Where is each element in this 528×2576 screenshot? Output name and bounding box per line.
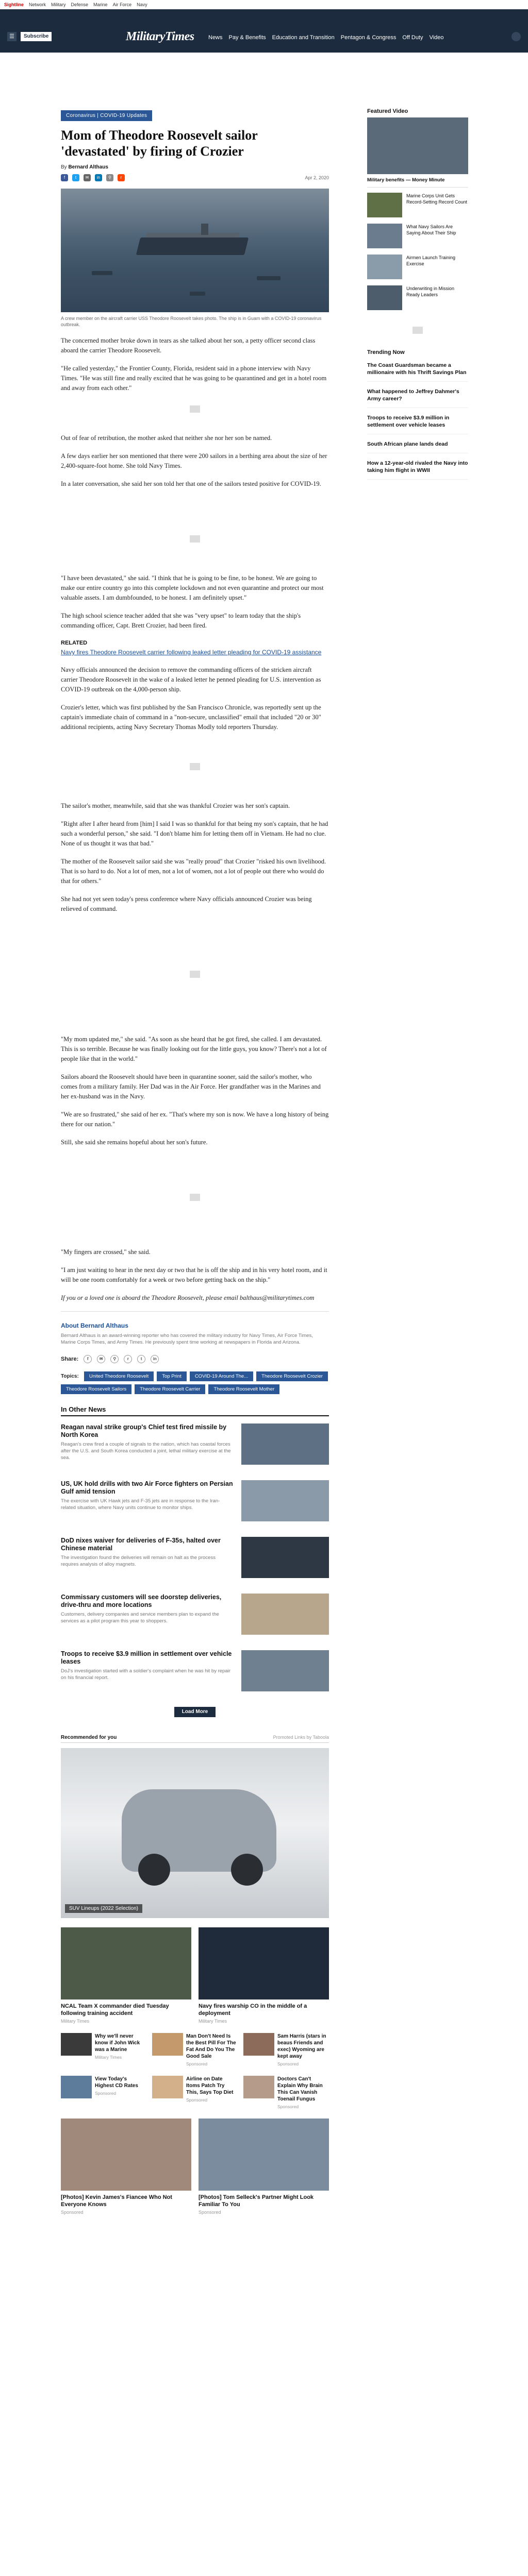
trending-now (367, 349, 468, 480)
reddit-icon[interactable]: r (124, 1355, 132, 1363)
byline (61, 164, 329, 170)
recommended-card[interactable] (61, 1927, 191, 2024)
card-source: Sponsored (199, 2210, 221, 2215)
facebook-icon[interactable]: f (84, 1355, 92, 1363)
related-label: RELATED (61, 640, 88, 646)
carrier-hull (136, 238, 249, 255)
publish-date: Apr 2, 2020 (305, 175, 329, 180)
link-icon[interactable]: ⚲ (110, 1355, 119, 1363)
article-hero-photo[interactable] (61, 189, 329, 312)
small-source: Sponsored (277, 2061, 299, 2066)
small-title[interactable]: View Today's Highest CD Rates (95, 2076, 138, 2089)
small-source: Sponsored (186, 2061, 208, 2066)
paragraph: Still, she said she remains hopeful about her son's future. (61, 1139, 208, 1146)
card-source: Sponsored (61, 2210, 84, 2215)
paragraph: The high school science teacher added that she was "very upset" to learn today that the ship's commanding officer, Capt. Brett Crozier, had been fired. (61, 612, 301, 629)
card-image[interactable] (61, 2119, 191, 2191)
paragraph: "I have been devastated," she said. "I think that he is going to be fine, to be honest. We are going to make our entire country go into this complete lockdown and not even quarantine and protect our most valuable assets. I am dumbfounded, to be honest. I am definitely upset." (61, 574, 324, 601)
section-tag[interactable]: Coronavirus | COVID-19 Updates (61, 110, 152, 121)
small-title[interactable]: Why we'll never know if John Wick was a Marine (95, 2033, 140, 2053)
paragraph: Sailors aboard the Roosevelt should have been in quarantine sooner, said the sailor's mother, who comes from a military family. Her Dad was in the Air Force. Her grandfather was in the Marines and her ex-husband was in the Navy. (61, 1073, 321, 1100)
news-item-title[interactable]: Reagan naval strike group's Chief test fired missile by North Korea (61, 1423, 227, 1438)
sponsored-ad[interactable] (61, 1748, 329, 1918)
carrier-tower (201, 224, 208, 235)
paragraph: "We are so frustrated," she said of her ex. "That's where my son is now. We have a long history of being there for our nation." (61, 1111, 329, 1128)
paragraph: "Right after I after heard from [him] I said I was so thankful for that being my son's captain, that he had such a wonderful person," she said. "I don't blame him for letting them off in Vietnam. He had no clue. None of us thought it was that bad." (61, 820, 328, 847)
divider (61, 1311, 329, 1312)
topbar-link[interactable]: Military (51, 2, 66, 7)
article-headline: Mom of Theodore Roosevelt sailor 'devastated' by firing of Crozier (61, 128, 258, 159)
ad-placeholder (190, 535, 200, 543)
video-title[interactable]: Marine Corps Unit Gets Record-Setting Record Count (406, 193, 468, 205)
news-item-title[interactable]: DoD nixes waiver for deliveries of F-35s, halted over Chinese material (61, 1537, 221, 1552)
recommended-small-row (61, 2033, 329, 2066)
card-source: Military Times (61, 2019, 90, 2024)
top-network-bar (0, 0, 528, 9)
ad-placeholder (190, 763, 200, 770)
site-logo[interactable]: MilitaryTimes (126, 30, 194, 43)
video-item[interactable] (367, 224, 468, 249)
author-bio-title[interactable]: About Bernard Althaus (61, 1322, 128, 1329)
news-item-title[interactable]: Commissary customers will see doorstep deliveries, drive-thru and more locations (61, 1594, 222, 1608)
small-source: Sponsored (186, 2097, 208, 2103)
news-item[interactable] (61, 1423, 329, 1473)
card-title[interactable]: NCAL Team X commander died Tuesday following training accident (61, 2003, 169, 2016)
nav-link[interactable]: Video (429, 35, 444, 41)
recommended-small[interactable] (152, 2076, 237, 2109)
recommended-cards (61, 2119, 329, 2215)
nav-link[interactable]: Off Duty (402, 35, 423, 41)
recommended-header (61, 1735, 329, 1743)
news-item-desc: DoJ's investigation started with a soldier's complaint when he was hit by repair on his financial report. (61, 1668, 230, 1681)
network-brand[interactable]: Sightline (4, 2, 24, 7)
paragraph: Crozier's letter, which was first published by the San Francisco Chronicle, was reportedly sent up the captain's immediate chain of command in a "non-secure, unclassified" email that included "20 or 30" additional recipients, acting Navy Secretary Thomas Modly told reporters Thursday. (61, 704, 321, 731)
card-image[interactable] (199, 1927, 329, 1999)
card-image[interactable] (199, 2119, 329, 2191)
news-item[interactable] (61, 1480, 329, 1530)
recommended-small[interactable] (61, 2033, 146, 2066)
recommended-card[interactable] (199, 1927, 329, 2024)
small-image[interactable] (152, 2076, 183, 2098)
video-thumb[interactable] (367, 224, 402, 248)
video-title[interactable]: What Navy Sailors Are Saying About Their Ship (406, 224, 456, 235)
topbar-link[interactable]: Defense (71, 2, 89, 7)
featured-video-player[interactable] (367, 117, 468, 174)
small-title[interactable]: Doctors Can't Explain Why Brain This Can Vanish Toenail Fungus (277, 2076, 323, 2102)
trending-item[interactable]: How a 12-year-old rivaled the Navy into taking him flight in WWII (367, 460, 468, 480)
share-row (61, 1355, 329, 1363)
card-title[interactable]: [Photos] Tom Selleck's Partner Might Look Familiar To You (199, 2194, 314, 2208)
nav-link[interactable]: Education and Transition (272, 35, 335, 41)
share-bar (61, 173, 329, 182)
news-item[interactable] (61, 1537, 329, 1586)
topic-tag[interactable]: Theodore Roosevelt Crozier (256, 1371, 328, 1381)
news-item-desc: The investigation found the deliveries will remain on halt as the process requires analysis of alloy magnets. (61, 1555, 216, 1567)
right-sidebar (367, 108, 468, 480)
recommended-small[interactable] (61, 2076, 146, 2109)
featured-video-heading: Featured Video (367, 108, 408, 114)
small-source: Sponsored (95, 2091, 117, 2096)
facebook-icon[interactable]: f (61, 174, 68, 181)
topic-tags (61, 1371, 329, 1394)
linkedin-icon[interactable]: in (151, 1355, 159, 1363)
topic-tag[interactable]: Theodore Roosevelt Mother (208, 1384, 279, 1394)
paragraph: Navy officials announced the decision to remove the commanding officers of the stricken aircraft carrier Theodore Roosevelt in the wake of a leaked letter he penned pleading for U.S. intervention as COVID-19 outbreak on the 4,000-person ship. (61, 666, 321, 693)
news-item-desc: The exercise with UK Hawk jets and F-35 jets are in response to the Iran-related situation, where Navy units continue to monitor ships. (61, 1498, 220, 1511)
escort-boat (257, 276, 280, 280)
ad-placeholder (190, 1194, 200, 1201)
twitter-icon[interactable]: t (72, 174, 79, 181)
news-item[interactable] (61, 1650, 329, 1700)
card-source: Military Times (199, 2019, 227, 2024)
nav-link[interactable]: Pentagon & Congress (340, 35, 397, 41)
news-item-desc: Reagan's crew fired a couple of signals to the nation, which has coastal forces after the U.S. and South Korea conducted a joint, lethal military exercise at the sea. (61, 1442, 231, 1461)
topic-tag[interactable]: Top Print (157, 1371, 187, 1381)
small-title[interactable]: Sam Harris (stars in beaus Friends and exec) Wyoming are kept away (277, 2033, 326, 2059)
site-header (0, 9, 528, 53)
recommended-title: Recommended for you (61, 1735, 117, 1740)
email-icon[interactable]: ✉ (84, 174, 91, 181)
paragraph: The sailor's mother, meanwhile, said that she was thankful Crozier was her son's captain. (61, 802, 290, 809)
paragraph: The mother of the Roosevelt sailor said she was "really proud" that Crozier "risked his own livelihood. That is so hard to do. Not a lot of men, not a lot of women, not a lot of people out there who would do that for others." (61, 858, 326, 885)
load-more-button[interactable]: Load More (174, 1707, 216, 1717)
featured-video-caption[interactable]: Military benefits — Money Minute (367, 177, 445, 183)
ad-wheel (231, 1854, 263, 1886)
recommended-small[interactable] (243, 2076, 328, 2109)
main-nav (208, 35, 444, 41)
twitter-icon[interactable]: t (137, 1355, 145, 1363)
photo-caption: A crew member on the aircraft carrier USS Theodore Roosevelt takes photo. The ship is in Guam with a COVID-19 coronavirus outbreak. (61, 316, 322, 327)
topic-tag[interactable]: Theodore Roosevelt Carrier (135, 1384, 205, 1394)
escort-boat (190, 292, 205, 296)
other-news-header: In Other News (61, 1405, 329, 1416)
share-label: Share: (61, 1356, 79, 1362)
contact-note: If you or a loved one is aboard the Theodore Roosevelt, please email balthaus@militarytimes.com (61, 1294, 315, 1301)
related-box (61, 640, 329, 657)
paragraph: "He called yesterday," the Frontier County, Florida, resident said in a phone interview with Navy Times. "He was still fine and really excited that he was going to be quarantined and get in a hotel room and away from each other." (61, 365, 327, 392)
nav-link[interactable]: Pay & Benefits (228, 35, 266, 41)
tags-label: Topics: (61, 1374, 79, 1379)
small-title[interactable]: Man Don't Need Is the Best Pill For The Fat And Do You The Good Sale (186, 2033, 236, 2059)
paragraph: "My mom updated me," she said. "As soon as she heard that he got fired, she called. I am devastated. This is so terrible. Because he was finally looking out for the little guys, you know? There's not a lot of people like that in the world." (61, 1036, 327, 1062)
link-icon[interactable]: ⚲ (106, 174, 113, 181)
paragraph: She had not yet seen today's press conference where Navy officials announced Crozier was being relieved of command. (61, 895, 312, 912)
small-image[interactable] (61, 2076, 92, 2098)
small-source: Sponsored (277, 2104, 299, 2109)
reddit-icon[interactable]: r (118, 174, 125, 181)
article (61, 110, 329, 2215)
email-icon[interactable]: ✉ (97, 1355, 105, 1363)
paragraph: Out of fear of retribution, the mother asked that neither she nor her son be named. (61, 434, 272, 442)
trending-item[interactable]: The Coast Guardsman became a millionaire with his Thrift Savings Plan (367, 362, 468, 382)
video-thumb[interactable] (367, 255, 402, 279)
news-item-desc: Customers, delivery companies and service members plan to expand the services as a pilot program this year to shoppers. (61, 1612, 219, 1624)
video-thumb[interactable] (367, 193, 402, 217)
topic-tag[interactable]: Theodore Roosevelt Sailors (61, 1384, 131, 1394)
recommended-cards (61, 1927, 329, 2024)
card-title[interactable]: [Photos] Kevin James's Fiancee Who Not Everyone Knows (61, 2194, 172, 2208)
paragraph: A few days earlier her son mentioned that there were 200 sailors in a berthing area about the size of her 2,400-square-foot home. She told Navy Times. (61, 452, 327, 469)
small-source: Military Times (95, 2055, 122, 2060)
topic-tag[interactable]: United Theodore Roosevelt (84, 1371, 154, 1381)
divider (367, 187, 468, 188)
byline-prefix: By (61, 164, 67, 170)
news-item-image[interactable] (241, 1594, 329, 1635)
subscribe-button[interactable]: Subscribe (21, 32, 52, 41)
recommended-small[interactable] (243, 2033, 328, 2066)
video-item[interactable] (367, 285, 468, 311)
recommended-card[interactable] (199, 2119, 329, 2215)
recommended-section (61, 1735, 329, 2215)
related-link[interactable]: Navy fires Theodore Roosevelt carrier following leaked letter pleading for COVID-19 assistance (61, 649, 322, 656)
video-title[interactable]: Airmen Launch Training Exercise (406, 255, 456, 266)
sponsor-label[interactable]: Promoted Links by Taboola (273, 1735, 329, 1740)
card-image[interactable] (61, 1927, 191, 1999)
ad-placeholder (190, 971, 200, 978)
ad-placeholder (190, 405, 200, 413)
ad-wheel (138, 1854, 170, 1886)
video-item[interactable] (367, 193, 468, 218)
account-icon[interactable] (512, 32, 521, 41)
topbar-link[interactable]: Navy (137, 2, 147, 7)
author-bio (61, 1322, 329, 1346)
news-item-image[interactable] (241, 1537, 329, 1578)
recommended-small-row (61, 2076, 329, 2109)
escort-boat (92, 271, 112, 275)
paragraph: The concerned mother broke down in tears as she talked about her son, a petty officer second class aboard the carrier Theodore Roosevelt. (61, 337, 316, 354)
video-item[interactable] (367, 255, 468, 280)
ad-placeholder (412, 327, 423, 334)
author-link[interactable]: Bernard Althaus (68, 164, 108, 170)
other-news (61, 1405, 329, 1717)
small-image[interactable] (243, 2076, 274, 2098)
paragraph: "I am just waiting to hear in the next day or two that he is off the ship and in his very hotel room, and it will be one room comfortably for a week or two before getting back on the ship." (61, 1266, 327, 1283)
ad-label[interactable]: SUV Lineups (2022 Selection) (65, 1904, 142, 1913)
paragraph: In a later conversation, she said her son told her that one of the sailors tested positive for COVID-19. (61, 480, 321, 487)
news-item[interactable] (61, 1594, 329, 1643)
small-image[interactable] (243, 2033, 274, 2056)
news-item-image[interactable] (241, 1423, 329, 1465)
news-item-image[interactable] (241, 1650, 329, 1691)
video-thumb[interactable] (367, 285, 402, 310)
author-bio-text: Bernard Althaus is an award-winning reporter who has covered the military industry for Navy Times, Air Force Times, Marine Corps Times, and Army Times. He previously spent time working at newspapers in Florida and Arizona. (61, 1333, 313, 1345)
news-item-title[interactable]: Troops to receive $3.9 million in settlement over vehicle leases (61, 1650, 232, 1665)
paragraph: "My fingers are crossed," she said. (61, 1248, 151, 1256)
recommended-small[interactable] (152, 2033, 237, 2066)
card-title[interactable]: Navy fires warship CO in the middle of a deployment (199, 2003, 307, 2016)
trending-item[interactable]: Troops to receive $3.9 million in settlement over vehicle leases (367, 414, 468, 434)
news-item-title[interactable]: US, UK hold drills with two Air Force fighters on Persian Gulf amid tension (61, 1480, 233, 1495)
trending-item[interactable]: What happened to Jeffrey Dahmer's Army career? (367, 388, 468, 408)
hamburger-icon[interactable]: ☰ (7, 32, 16, 41)
nav-link[interactable]: News (208, 35, 223, 41)
small-image[interactable] (61, 2033, 92, 2056)
small-image[interactable] (152, 2033, 183, 2056)
topbar-link[interactable]: Network (29, 2, 46, 7)
topbar-link[interactable]: Marine (93, 2, 108, 7)
video-title[interactable]: Underwriting in Mission Ready Leaders (406, 286, 455, 297)
recommended-card[interactable] (61, 2119, 191, 2215)
linkedin-icon[interactable]: in (95, 174, 102, 181)
trending-heading: Trending Now (367, 349, 405, 355)
topic-tag[interactable]: COVID-19 Around The... (190, 1371, 253, 1381)
news-item-image[interactable] (241, 1480, 329, 1521)
topbar-link[interactable]: Air Force (112, 2, 132, 7)
trending-item[interactable]: South African plane lands dead (367, 440, 468, 453)
small-title[interactable]: Airline on Date Itoms Patch Try This, Says Top Diet (186, 2076, 234, 2095)
